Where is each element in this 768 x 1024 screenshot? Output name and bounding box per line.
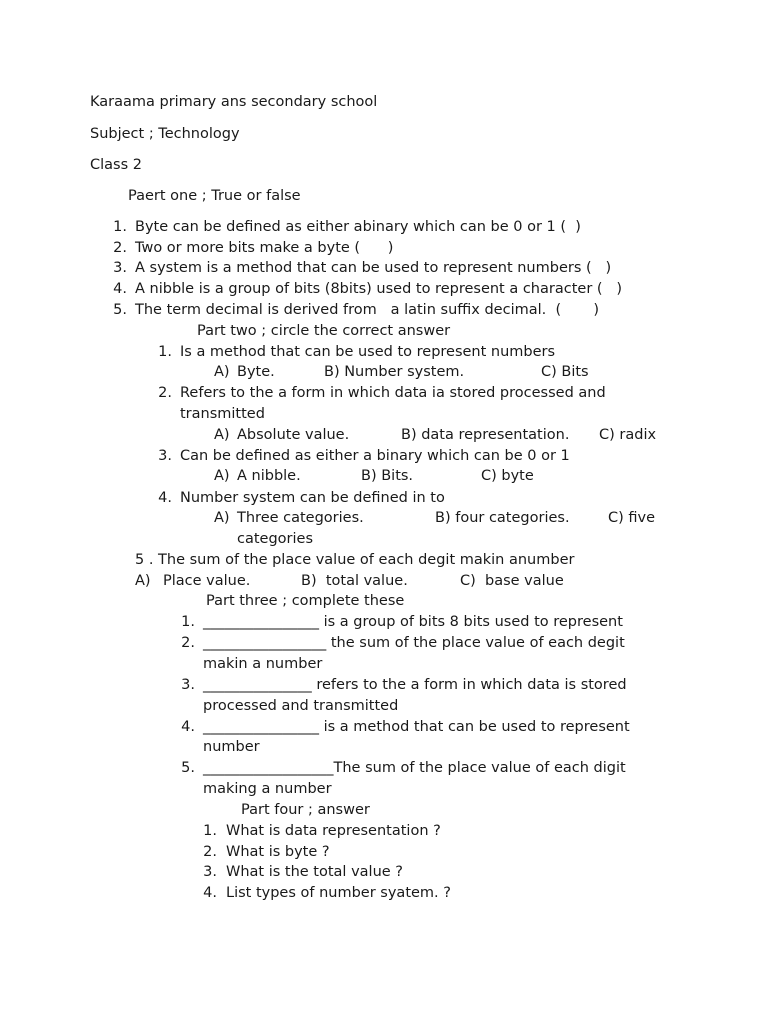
option-c: C) base value <box>460 573 564 589</box>
option-a: A nibble. <box>237 468 301 484</box>
list-item: A nibble is a group of bits (8bits) used to represent a character ( ) <box>135 281 623 297</box>
list-item: Two or more bits make a byte ( ) <box>135 240 394 256</box>
list-item-number: 4. <box>203 885 217 901</box>
option-c: C) radix <box>599 427 657 443</box>
list-item-number: 4. <box>113 281 127 297</box>
list-item: _______________ refers to the a form in which data is stored <box>203 677 627 693</box>
list-item-number: 2. <box>113 240 127 256</box>
question-number: 2. <box>158 385 172 401</box>
list-item-number: 4. <box>181 719 195 735</box>
option-c: C) byte <box>481 468 534 484</box>
list-item-number: 2. <box>203 844 217 860</box>
list-item: What is data representation ? <box>226 823 441 839</box>
list-item-number: 1. <box>113 219 127 235</box>
school-name: Karaama primary ans secondary school <box>90 94 378 110</box>
list-item-number: 1. <box>203 823 217 839</box>
part-three-title: Part three ; complete these <box>206 593 405 609</box>
option-b: B) data representation. <box>401 427 570 443</box>
question-text-continued: transmitted <box>180 406 265 422</box>
list-item: Byte can be defined as either abinary which can be 0 or 1 ( ) <box>135 219 581 235</box>
subject-line: Subject ; Technology <box>90 126 240 142</box>
list-item-number: 1. <box>181 614 195 630</box>
option-a: Absolute value. <box>237 427 350 443</box>
list-item-number: 3. <box>181 677 195 693</box>
option-letter: A) <box>214 510 230 526</box>
list-item: What is byte ? <box>226 844 330 860</box>
question-text: Number system can be defined in to <box>180 490 445 506</box>
option-c: C) five <box>608 510 656 526</box>
part-one-title: Paert one ; True or false <box>128 188 301 204</box>
question-number: 3. <box>158 448 172 464</box>
option-c: C) Bits <box>541 364 589 380</box>
question-text: Can be defined as either a binary which can be 0 or 1 <box>180 448 570 464</box>
question-number: 4. <box>158 490 172 506</box>
list-item: A system is a method that can be used to represent numbers ( ) <box>135 260 612 276</box>
option-letter: A) <box>214 364 230 380</box>
list-item: ________________ is a group of bits 8 bits used to represent <box>203 614 623 630</box>
option-a: Three categories. <box>237 510 364 526</box>
list-item-continued: making a number <box>203 781 332 797</box>
list-item-number: 3. <box>113 260 127 276</box>
question-number: 1. <box>158 344 172 360</box>
class-line: Class 2 <box>90 157 142 173</box>
list-item: What is the total value ? <box>226 864 403 880</box>
question-text: Refers to the a form in which data ia stored processed and <box>180 385 606 401</box>
part-four-title: Part four ; answer <box>241 802 370 818</box>
option-b: B) four categories. <box>435 510 570 526</box>
list-item-continued: makin a number <box>203 656 323 672</box>
list-item: The term decimal is derived from a latin suffix decimal. ( ) <box>135 302 600 318</box>
list-item: ________________ is a method that can be used to represent <box>203 719 630 735</box>
list-item-continued: processed and transmitted <box>203 698 399 714</box>
option-c-continued: categories <box>237 531 314 547</box>
list-item-number: 5. <box>113 302 127 318</box>
list-item: _________________ the sum of the place value of each degit <box>203 635 625 651</box>
option-a: Byte. <box>237 364 275 380</box>
list-item-number: 5. <box>181 760 195 776</box>
list-item-number: 2. <box>181 635 195 651</box>
option-letter: A) <box>214 468 230 484</box>
option-b: B) Bits. <box>361 468 414 484</box>
part-two-title: Part two ; circle the correct answer <box>197 323 451 339</box>
option-letter: A) <box>135 573 151 589</box>
list-item: List types of number syatem. ? <box>226 885 451 901</box>
question-text: Is a method that can be used to represent numbers <box>180 344 556 360</box>
list-item-continued: number <box>203 739 260 755</box>
option-b: B) total value. <box>301 573 408 589</box>
list-item-number: 3. <box>203 864 217 880</box>
list-item: __________________The sum of the place value of each digit <box>203 760 626 776</box>
question-text: 5 . The sum of the place value of each degit makin anumber <box>135 552 575 568</box>
option-letter: A) <box>214 427 230 443</box>
option-a: Place value. <box>163 573 251 589</box>
option-b: B) Number system. <box>324 364 465 380</box>
